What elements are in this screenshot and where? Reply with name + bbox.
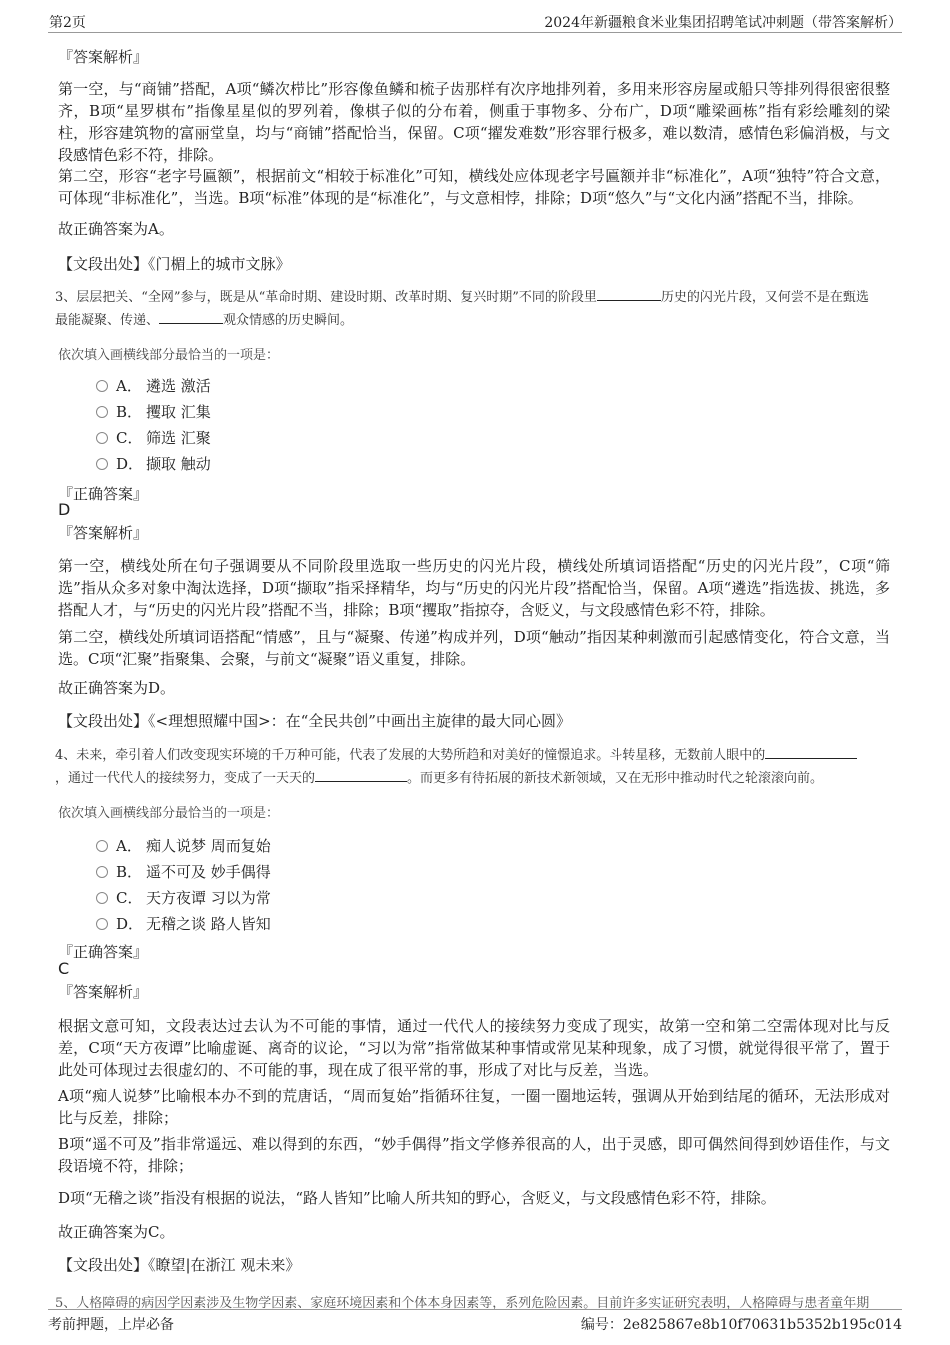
- header-divider: [48, 32, 902, 33]
- analysis-paragraph: 第一空，横线处所在句子强调要从不同阶段里选取一些历史的闪光片段，横线处所填词语搭配“历史的闪光片段”，C项“筛选”指从众多对象中淘汰选择，D项“撷取”指采择精华，均与“历史的闪光片段”搭配恰当，保留。A项“遴选”指选拔、挑选，多搭配人才，与“历史的闪光片段”搭配不当，排除；B项“攫取”指掠夺，含贬义，与文段感情色彩不符，排除。: [58, 557, 890, 619]
- option-text: 遴选 激活: [146, 377, 211, 395]
- radio-icon[interactable]: [96, 406, 108, 418]
- option-letter: B．: [116, 403, 143, 421]
- question-prompt: 依次填入画横线部分最恰当的一项是：: [58, 806, 280, 821]
- option-letter: D．: [116, 915, 144, 933]
- stem-text: ，通过一代代人的接续努力，变成了一天天的: [55, 771, 316, 786]
- analysis-paragraph: 根据文意可知，文段表达过去认为不可能的事情，通过一代代人的接续努力变成了现实，故第一空和第二空需体现对比与反差，C项“天方夜谭”比喻虚诞、离奇的议论，“习以为常”指常做某种事情或常见某种现象，成了习惯，就觉得很平常了，置于此处可体现过去很虚幻的、不可能的事，现在成了很平常的事，形成了对比与反差，当选。: [58, 1017, 890, 1079]
- document-title: 2024年新疆粮食米业集团招聘笔试冲刺题（带答案解析）: [544, 15, 902, 31]
- option-text: 无稽之谈 路人皆知: [146, 915, 271, 933]
- option-a[interactable]: [96, 836, 271, 856]
- stem-text: 3、层层把关、“全网”参与，既是从“革命时期、建设时期、改革时期、复兴时期”不同的阶段里: [55, 290, 597, 305]
- option-b[interactable]: [96, 402, 211, 422]
- option-text: 天方夜谭 习以为常: [146, 889, 271, 907]
- fill-blank: [159, 309, 223, 324]
- stem-text: 4、未来，牵引着人们改变现实环境的千万种可能，代表了发展的大势所趋和对美好的憧憬追求。斗转星移，无数前人眼中的: [55, 748, 766, 763]
- option-a[interactable]: [96, 376, 211, 396]
- option-letter: B．: [116, 863, 143, 881]
- passage-source: 【文段出处】《瞭望|在浙江 观未来》: [58, 1256, 301, 1274]
- analysis-paragraph: 第一空，与“商铺”搭配，A项“鳞次栉比”形容像鱼鳞和梳子齿那样有次序地排列着，多用来形容房屋或船只等排列得很密很整齐，B项“星罗棋布”指像星星似的罗列着，像棋子似的分布着，侧重于事物多、分布广，D项“雕梁画栋”指有彩绘雕刻的梁柱，形容建筑物的富丽堂皇，均与“商铺”搭配恰当，保留。C项“擢发难数”形容罪行极多，难以数清，感情色彩偏消极，与文段感情色彩不符，排除。: [58, 80, 890, 164]
- passage-source: 【文段出处】《门楣上的城市文脉》: [58, 255, 291, 273]
- correct-answer-label: 『正确答案』: [58, 485, 149, 503]
- analysis-paragraph: B项“遥不可及”指非常遥远、难以得到的东西，“妙手偶得”指文学修养很高的人，出于灵感，即可偶然间得到妙语佳作，与文段语境不符，排除；: [58, 1135, 890, 1175]
- question-prompt: 依次填入画横线部分最恰当的一项是：: [58, 348, 280, 363]
- option-letter: A．: [116, 837, 142, 855]
- stem-text: 观众情感的历史瞬间。: [223, 313, 354, 328]
- stem-text: 最能凝聚、传递、: [55, 313, 160, 328]
- radio-icon[interactable]: [96, 458, 108, 470]
- correct-answer: D: [58, 500, 71, 519]
- footer-divider: [48, 1309, 902, 1310]
- next-question-cutoff: 5、人格障碍的病因学因素涉及生物学因素、家庭环境因素和个体本身因素等，系列危险因素。目前许多实证研究表明，人格障碍与患者童年期: [55, 1296, 870, 1311]
- question-stem: [55, 286, 895, 332]
- option-letter: A．: [116, 377, 142, 395]
- radio-icon[interactable]: [96, 892, 108, 904]
- fill-blank: [597, 286, 661, 301]
- correct-answer-label: 『正确答案』: [58, 943, 149, 961]
- option-letter: C．: [116, 429, 143, 447]
- analysis-label: 『答案解析』: [58, 524, 149, 542]
- analysis-paragraph: D项“无稽之谈”指没有根据的说法，“路人皆知”比喻人所共知的野心，含贬义，与文段感情色彩不符，排除。: [58, 1189, 776, 1207]
- footer-slogan: 考前押题，上岸必备: [48, 1317, 174, 1333]
- conclusion: 故正确答案为C。: [58, 1223, 175, 1241]
- option-d[interactable]: [96, 914, 271, 934]
- option-text: 攫取 汇集: [146, 403, 211, 421]
- option-text: 痴人说梦 周而复始: [146, 837, 271, 855]
- radio-icon[interactable]: [96, 380, 108, 392]
- option-b[interactable]: [96, 862, 271, 882]
- correct-answer: C: [58, 959, 70, 978]
- radio-icon[interactable]: [96, 840, 108, 852]
- conclusion: 故正确答案为A。: [58, 220, 174, 238]
- option-text: 遥不可及 妙手偶得: [146, 863, 271, 881]
- option-c[interactable]: [96, 428, 211, 448]
- fill-blank: [315, 767, 407, 782]
- document-id: 编号：2e825867e8b10f70631b5352b195c014: [580, 1317, 902, 1333]
- analysis-paragraph: 第二空，形容“老字号匾额”，根据前文“相较于标准化”可知，横线处应体现老字号匾额并非“标准化”，A项“独特”符合文意，可体现“非标准化”，当选。B项“标准”体现的是“标准化”，与文意相悖，排除；D项“悠久”与“文化内涵”搭配不当，排除。: [58, 167, 890, 207]
- stem-text: 历史的闪光片段，又何尝不是在甄选: [660, 290, 869, 305]
- analysis-paragraph: A项“痴人说梦”比喻根本办不到的荒唐话，“周而复始”指循环往复，一圈一圈地运转，强调从开始到结尾的循环，无法形成对比与反差，排除；: [58, 1087, 890, 1127]
- radio-icon[interactable]: [96, 866, 108, 878]
- passage-source: 【文段出处】《<理想照耀中国>：在“全民共创”中画出主旋律的最大同心圆》: [58, 712, 571, 730]
- option-text: 撷取 触动: [146, 455, 211, 473]
- fill-blank: [765, 744, 857, 759]
- option-d[interactable]: [96, 454, 211, 474]
- radio-icon[interactable]: [96, 432, 108, 444]
- stem-text: 。而更多有待拓展的新技术新领域，又在无形中推动时代之轮滚滚向前。: [407, 771, 824, 786]
- option-letter: D．: [116, 455, 144, 473]
- analysis-paragraph: 第二空，横线处所填词语搭配“情感”，且与“凝聚、传递”构成并列，D项“触动”指因某种刺激而引起感情变化，符合文意，当选。C项“汇聚”指聚集、会聚，与前文“凝聚”语义重复，排除。: [58, 628, 890, 668]
- option-c[interactable]: [96, 888, 271, 908]
- analysis-label: 『答案解析』: [58, 983, 149, 1001]
- page-number: 第2页: [49, 15, 86, 31]
- radio-icon[interactable]: [96, 918, 108, 930]
- analysis-label: 『答案解析』: [58, 48, 149, 66]
- option-letter: C．: [116, 889, 143, 907]
- question-stem: [55, 744, 895, 790]
- option-text: 筛选 汇聚: [146, 429, 211, 447]
- conclusion: 故正确答案为D。: [58, 679, 176, 697]
